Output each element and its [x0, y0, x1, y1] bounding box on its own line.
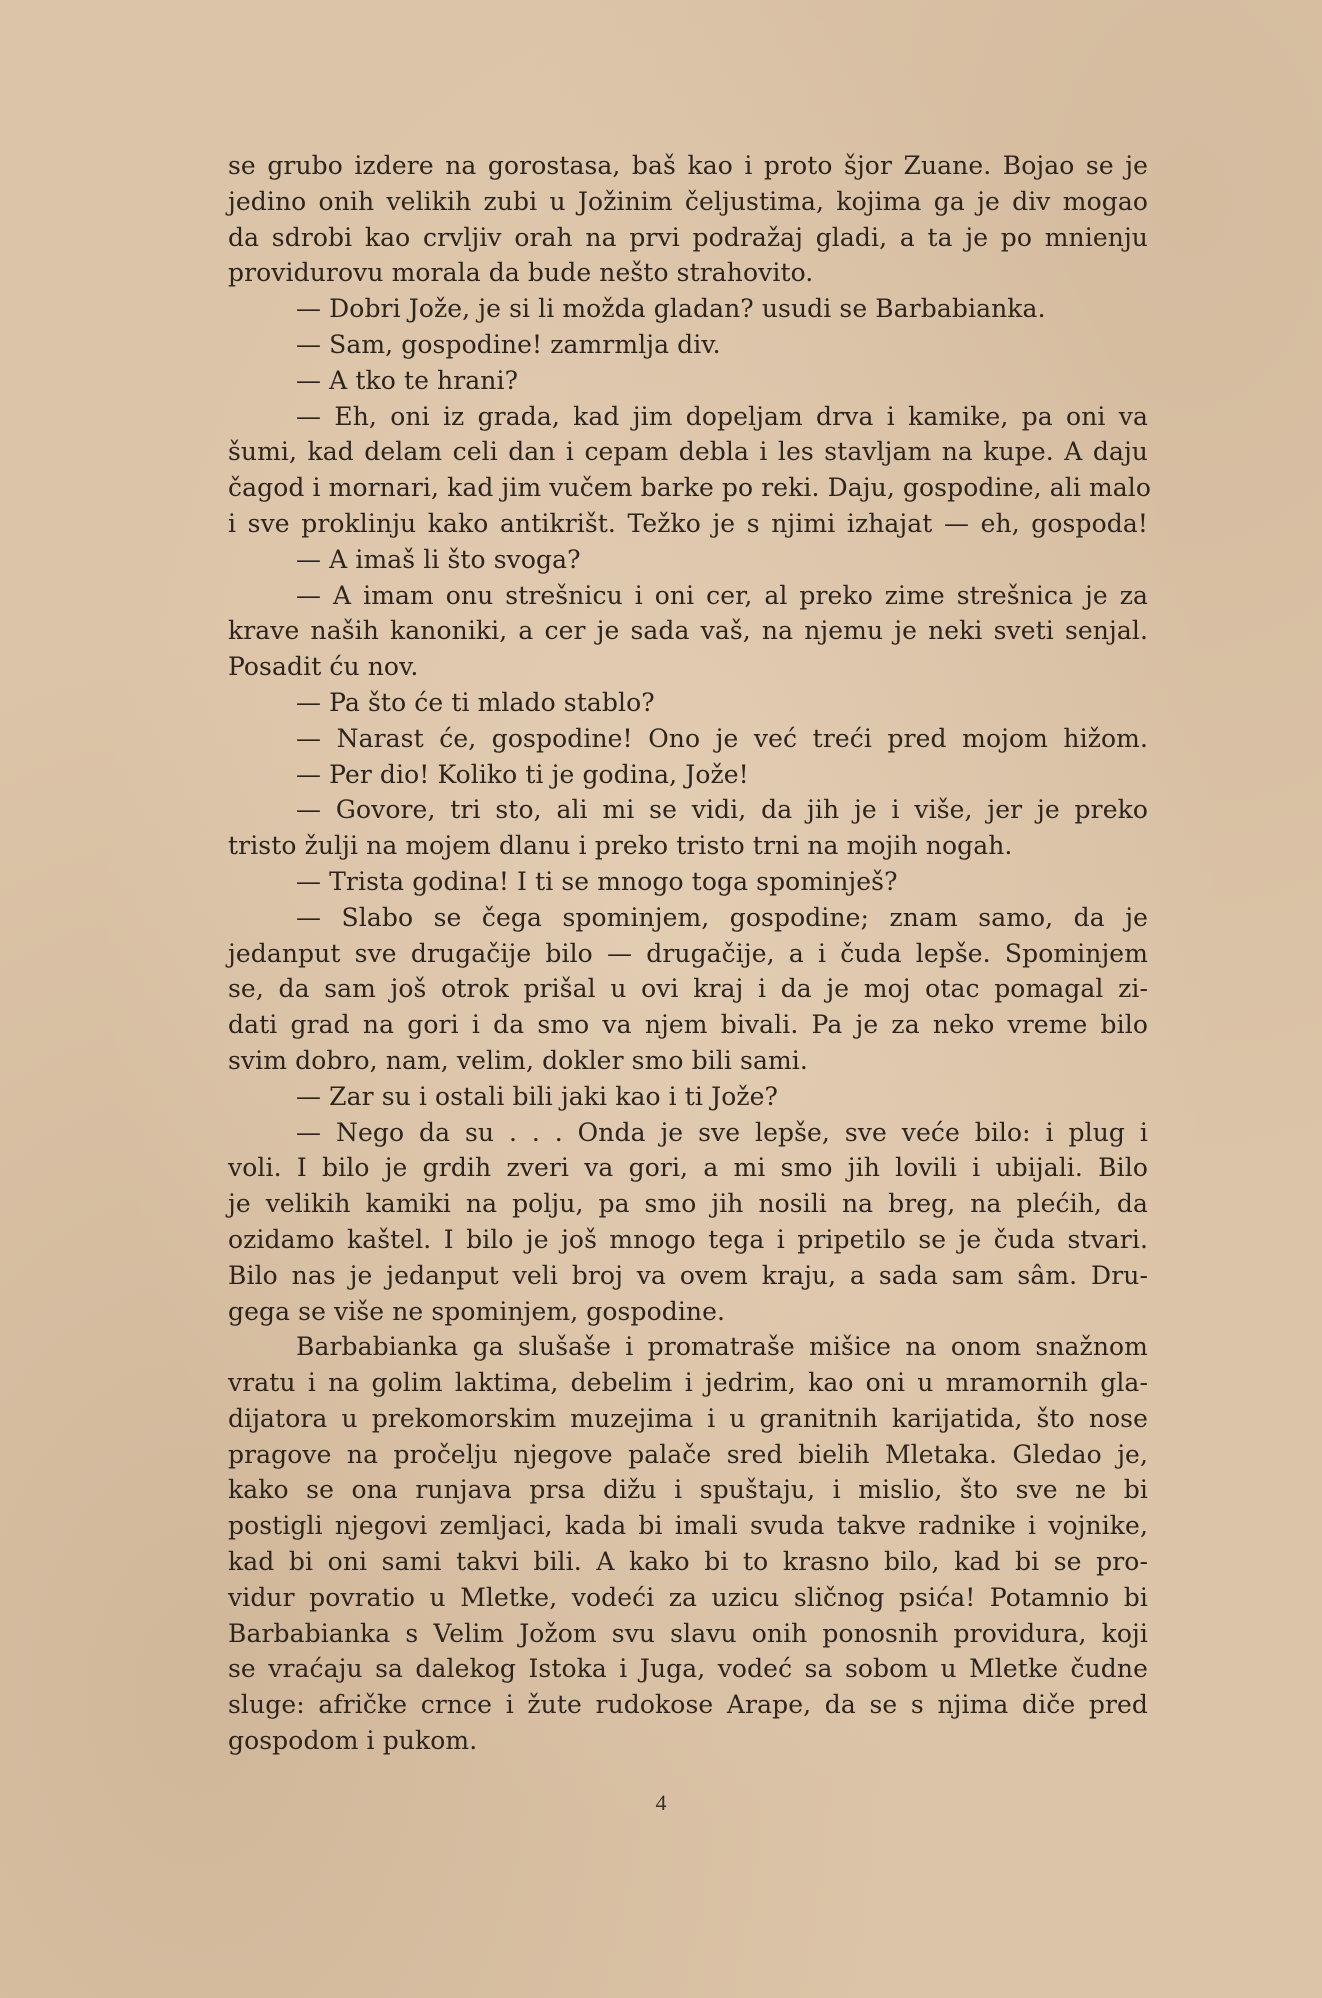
- text-line: providurovu morala da bude nešto strahovito.: [228, 258, 814, 288]
- text-line: gega se više ne spominjem, gospodine.: [228, 1296, 726, 1326]
- text-line: jedino onih velikih zubi u Jožinim čeljustima, kojima ga je div mogao: [228, 186, 1148, 216]
- text-line: krave naših kanoniki, a cer je sada vaš, na njemu je neki sveti senjal.: [228, 616, 1148, 646]
- text-line: i sve proklinju kako antikrišt. Težko je s njimi izhajat — eh, gospoda!: [228, 508, 1148, 538]
- text-line: se, da sam još otrok prišal u ovi kraj i da je moj otac pomagal zi-: [228, 974, 1148, 1004]
- text-line: je velikih kamiki na polju, pa smo jih nosili na breg, na plećih, da: [228, 1189, 1148, 1219]
- text-line: voli. I bilo je grdih zveri va gori, a mi smo jih lovili i ubijali. Bilo: [228, 1153, 1148, 1183]
- text-line: sluge: afričke crnce i žute rudokose Arape, da se s njima diče pred: [228, 1690, 1148, 1720]
- text-line: — A tko te hrani?: [296, 365, 519, 395]
- text-line: ozidamo kaštel. I bilo je još mnogo tega i pripetilo se je čuda stvari.: [228, 1224, 1148, 1254]
- page-number: 4: [655, 1790, 667, 1815]
- text-line: čagod i mornari, kad jim vučem barke po reki. Daju, gospodine, ali malo: [228, 473, 1152, 503]
- text-line: Bilo nas je jedanput veli broj va ovem kraju, a sada sam sâm. Dru-: [228, 1260, 1148, 1290]
- text-line: — Zar su i ostali bili jaki kao i ti Jože?: [296, 1081, 779, 1111]
- text-line: — Trista godina! I ti se mnogo toga spominješ?: [296, 866, 898, 896]
- text-line: šumi, kad delam celi dan i cepam debla i les stavljam na kupe. A daju: [228, 437, 1148, 467]
- text-line: kako se ona runjava prsa dižu i spuštaju, i mislio, što sve ne bi: [228, 1475, 1148, 1505]
- text-line: svim dobro, nam, velim, dokler smo bili sami.: [228, 1045, 808, 1075]
- text-line: — A imam onu strešnicu i oni cer, al preko zime strešnica je za: [296, 580, 1148, 610]
- text-line: se vraćaju sa dalekog Istoka i Juga, vodeć sa sobom u Mletke čudne: [228, 1654, 1148, 1684]
- text-line: Posadit ću nov.: [228, 652, 419, 682]
- body-text: [228, 148, 1152, 1759]
- text-line: Barbabianka ga slušaše i promatraše mišice na onom snažnom: [296, 1332, 1148, 1362]
- text-line: jedanput sve drugačije bilo — drugačije, a i čuda lepše. Spominjem: [228, 938, 1148, 968]
- text-line: da sdrobi kao crvljiv orah na prvi podražaj gladi, a ta je po mnienju: [228, 222, 1148, 252]
- text-line: — Dobri Jože, je si li možda gladan? usudi se Barbabianka.: [296, 294, 1046, 324]
- text-line: postigli njegovi zemljaci, kada bi imali svuda takve radnike i vojnike,: [228, 1511, 1148, 1541]
- text-line: — Sam, gospodine! zamrmlja div.: [296, 329, 721, 359]
- text-line: — Pa što će ti mlado stablo?: [296, 687, 655, 717]
- text-line: vidur povratio u Mletke, vodeći za uzicu sličnog psića! Potamnio bi: [228, 1582, 1148, 1612]
- text-line: se grubo izdere na gorostasa, baš kao i proto šjor Zuane. Bojao se je: [228, 151, 1148, 180]
- text-line: — Govore, tri sto, ali mi se vidi, da jih je i više, jer je preko: [296, 795, 1148, 825]
- text-line: Barbabianka s Velim Jožom svu slavu onih ponosnih providura, koji: [228, 1618, 1148, 1648]
- text-line: dati grad na gori i da smo va njem bivali. Pa je za neko vreme bilo: [228, 1010, 1148, 1040]
- text-line: — Narast će, gospodine! Ono je već treći pred mojom hižom.: [296, 723, 1148, 753]
- text-line: vratu i na golim laktima, debelim i jedrim, kao oni u mramornih gla-: [228, 1368, 1148, 1398]
- text-line: pragove na pročelju njegove palače sred bielih Mletaka. Gledao je,: [228, 1439, 1148, 1469]
- text-line: — Eh, oni iz grada, kad jim dopeljam drva i kamike, pa oni va: [296, 401, 1148, 431]
- text-line: tristo žulji na mojem dlanu i preko tristo trni na mojih nogah.: [228, 831, 1013, 861]
- text-line: — Slabo se čega spominjem, gospodine; znam samo, da je: [296, 902, 1148, 932]
- text-line: — A imaš li što svoga?: [296, 544, 581, 574]
- text-line: dijatora u prekomorskim muzejima i u granitnih karijatida, što nose: [228, 1403, 1148, 1433]
- text-line: kad bi oni sami takvi bili. A kako bi to krasno bilo, kad bi se pro-: [228, 1547, 1148, 1577]
- text-line: gospodom i pukom.: [228, 1726, 478, 1756]
- text-line: — Nego da su . . . Onda je sve lepše, sve veće bilo: i plug i: [296, 1117, 1148, 1147]
- text-line: — Per dio! Koliko ti je godina, Jože!: [296, 759, 749, 789]
